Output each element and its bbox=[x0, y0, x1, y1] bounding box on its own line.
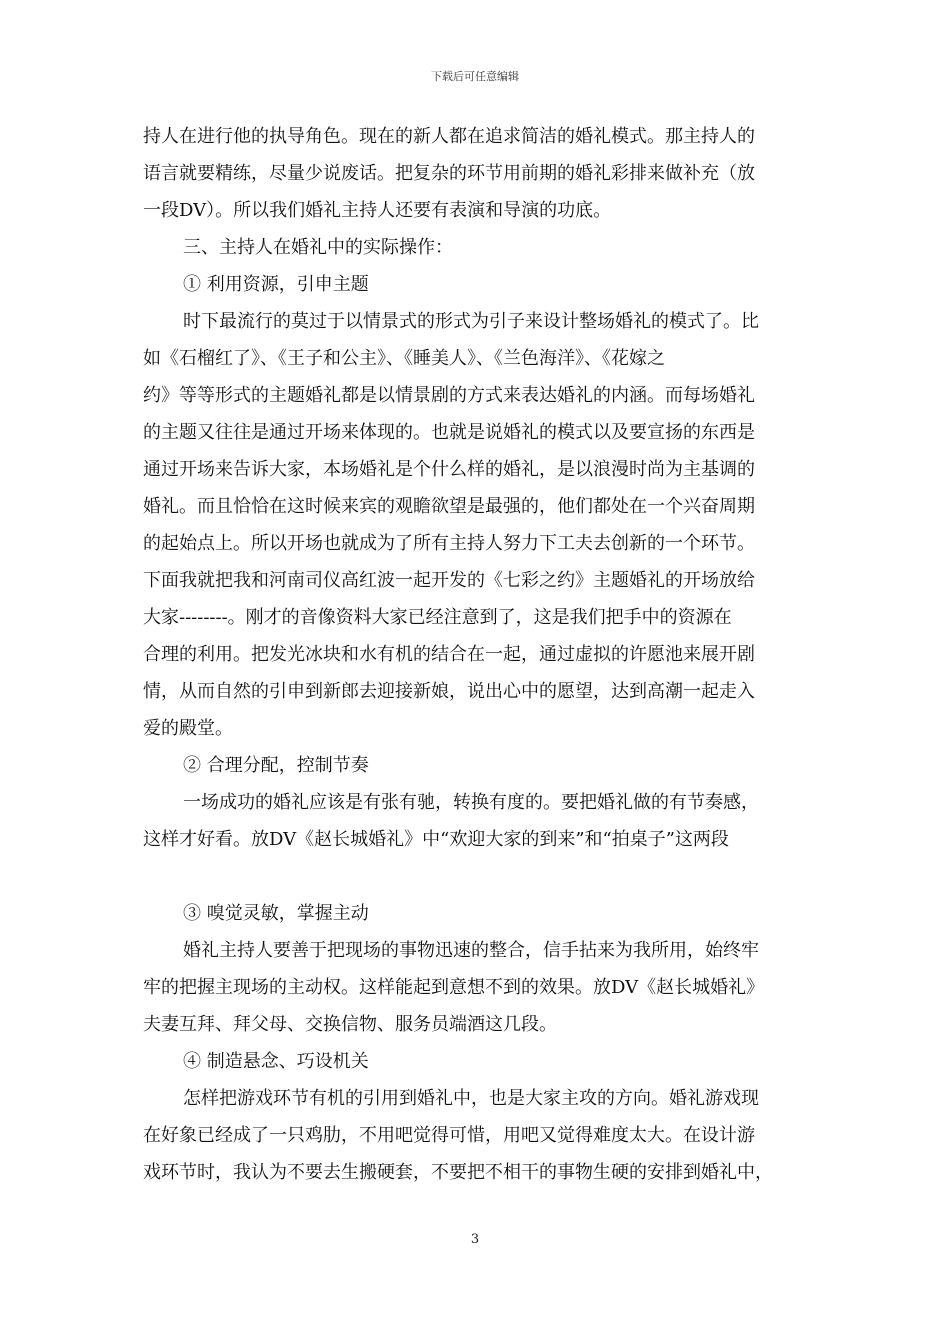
text-line: 一段DV）。所以我们婚礼主持人还要有表演和导演的功底。 bbox=[143, 200, 612, 221]
text-line: 的主题又往往是通过开场来体现的。也就是说婚礼的模式以及要宣扬的东西是 bbox=[143, 422, 755, 443]
text-line: 的起始点上。所以开场也就成为了所有主持人努力下工夫去创新的一个环节。 bbox=[143, 533, 755, 554]
text-line: 夫妻互拜、拜父母、交换信物、服务员端酒这几段。 bbox=[143, 1014, 557, 1035]
text-line: 合理的利用。把发光冰块和水有机的结合在一起，通过虚拟的许愿池来展开剧 bbox=[143, 644, 755, 665]
text-line: 婚礼。而且恰恰在这时候来宾的观瞻欲望是最强的，他们都处在一个兴奋周期 bbox=[143, 496, 755, 517]
text-line: ③ 嗅觉灵敏，掌握主动 bbox=[183, 903, 369, 924]
text-line: 戏环节时，我认为不要去生搬硬套，不要把不相干的事物生硬的安排到婚礼中， bbox=[143, 1162, 773, 1183]
text-line: 怎样把游戏环节有机的引用到婚礼中，也是大家主攻的方向。婚礼游戏现 bbox=[183, 1088, 759, 1109]
text-line: 大家--------。刚才的音像资料大家已经注意到了，这是我们把手中的资源在 bbox=[143, 607, 732, 628]
text-line bbox=[143, 858, 811, 895]
text-line: 牢的把握主现场的主动权。这样能起到意想不到的效果。放DV《赵长城婚礼》 bbox=[143, 977, 765, 998]
text-line: ④ 制造悬念、巧设机关 bbox=[183, 1051, 369, 1072]
text-line: 爱的殿堂。 bbox=[143, 718, 233, 739]
page-number: 3 bbox=[470, 1232, 480, 1247]
page-header: 下载后可任意编辑 bbox=[431, 70, 519, 83]
text-line: ① 利用资源，引申主题 bbox=[183, 274, 369, 295]
text-line: 下面我就把我和河南司仪高红波一起开发的《七彩之约》主题婚礼的开场放给 bbox=[143, 570, 755, 591]
text-line: 语言就要精练，尽量少说废话。把复杂的环节用前期的婚礼彩排来做补充（放 bbox=[143, 163, 755, 184]
text-line: 时下最流行的莫过于以情景式的形式为引子来设计整场婚礼的模式了。比 bbox=[183, 311, 759, 332]
text-line: 在好象已经成了一只鸡肋，不用吧觉得可惜，用吧又觉得难度太大。在设计游 bbox=[143, 1125, 755, 1146]
text-line: 三、主持人在婚礼中的实际操作： bbox=[183, 237, 453, 258]
text-line: 婚礼主持人要善于把现场的事物迅速的整合，信手拈来为我所用，始终牢 bbox=[183, 940, 759, 961]
text-line: 持人在进行他的执导角色。现在的新人都在追求简洁的婚礼模式。那主持人的 bbox=[143, 126, 755, 147]
text-line: 一场成功的婚礼应该是有张有驰，转换有度的。要把婚礼做的有节奏感， bbox=[183, 792, 759, 813]
text-line: ② 合理分配，控制节奏 bbox=[183, 755, 369, 776]
text-line: 情，从而自然的引申到新郎去迎接新娘，说出心中的愿望，达到高潮一起走入 bbox=[143, 681, 755, 702]
text-line: 约》等等形式的主题婚礼都是以情景剧的方式来表达婚礼的内涵。而每场婚礼 bbox=[143, 385, 755, 406]
text-line: 如《石榴红了》、《王子和公主》、《睡美人》、《兰色海洋》、《花嫁之 bbox=[143, 348, 665, 369]
text-line: 这样才好看。放DV《赵长城婚礼》中“欢迎大家的到来”和“拍桌子”这两段 bbox=[143, 829, 729, 850]
document-body bbox=[143, 118, 811, 1191]
text-line: 通过开场来告诉大家，本场婚礼是个什么样的婚礼，是以浪漫时尚为主基调的 bbox=[143, 459, 755, 480]
